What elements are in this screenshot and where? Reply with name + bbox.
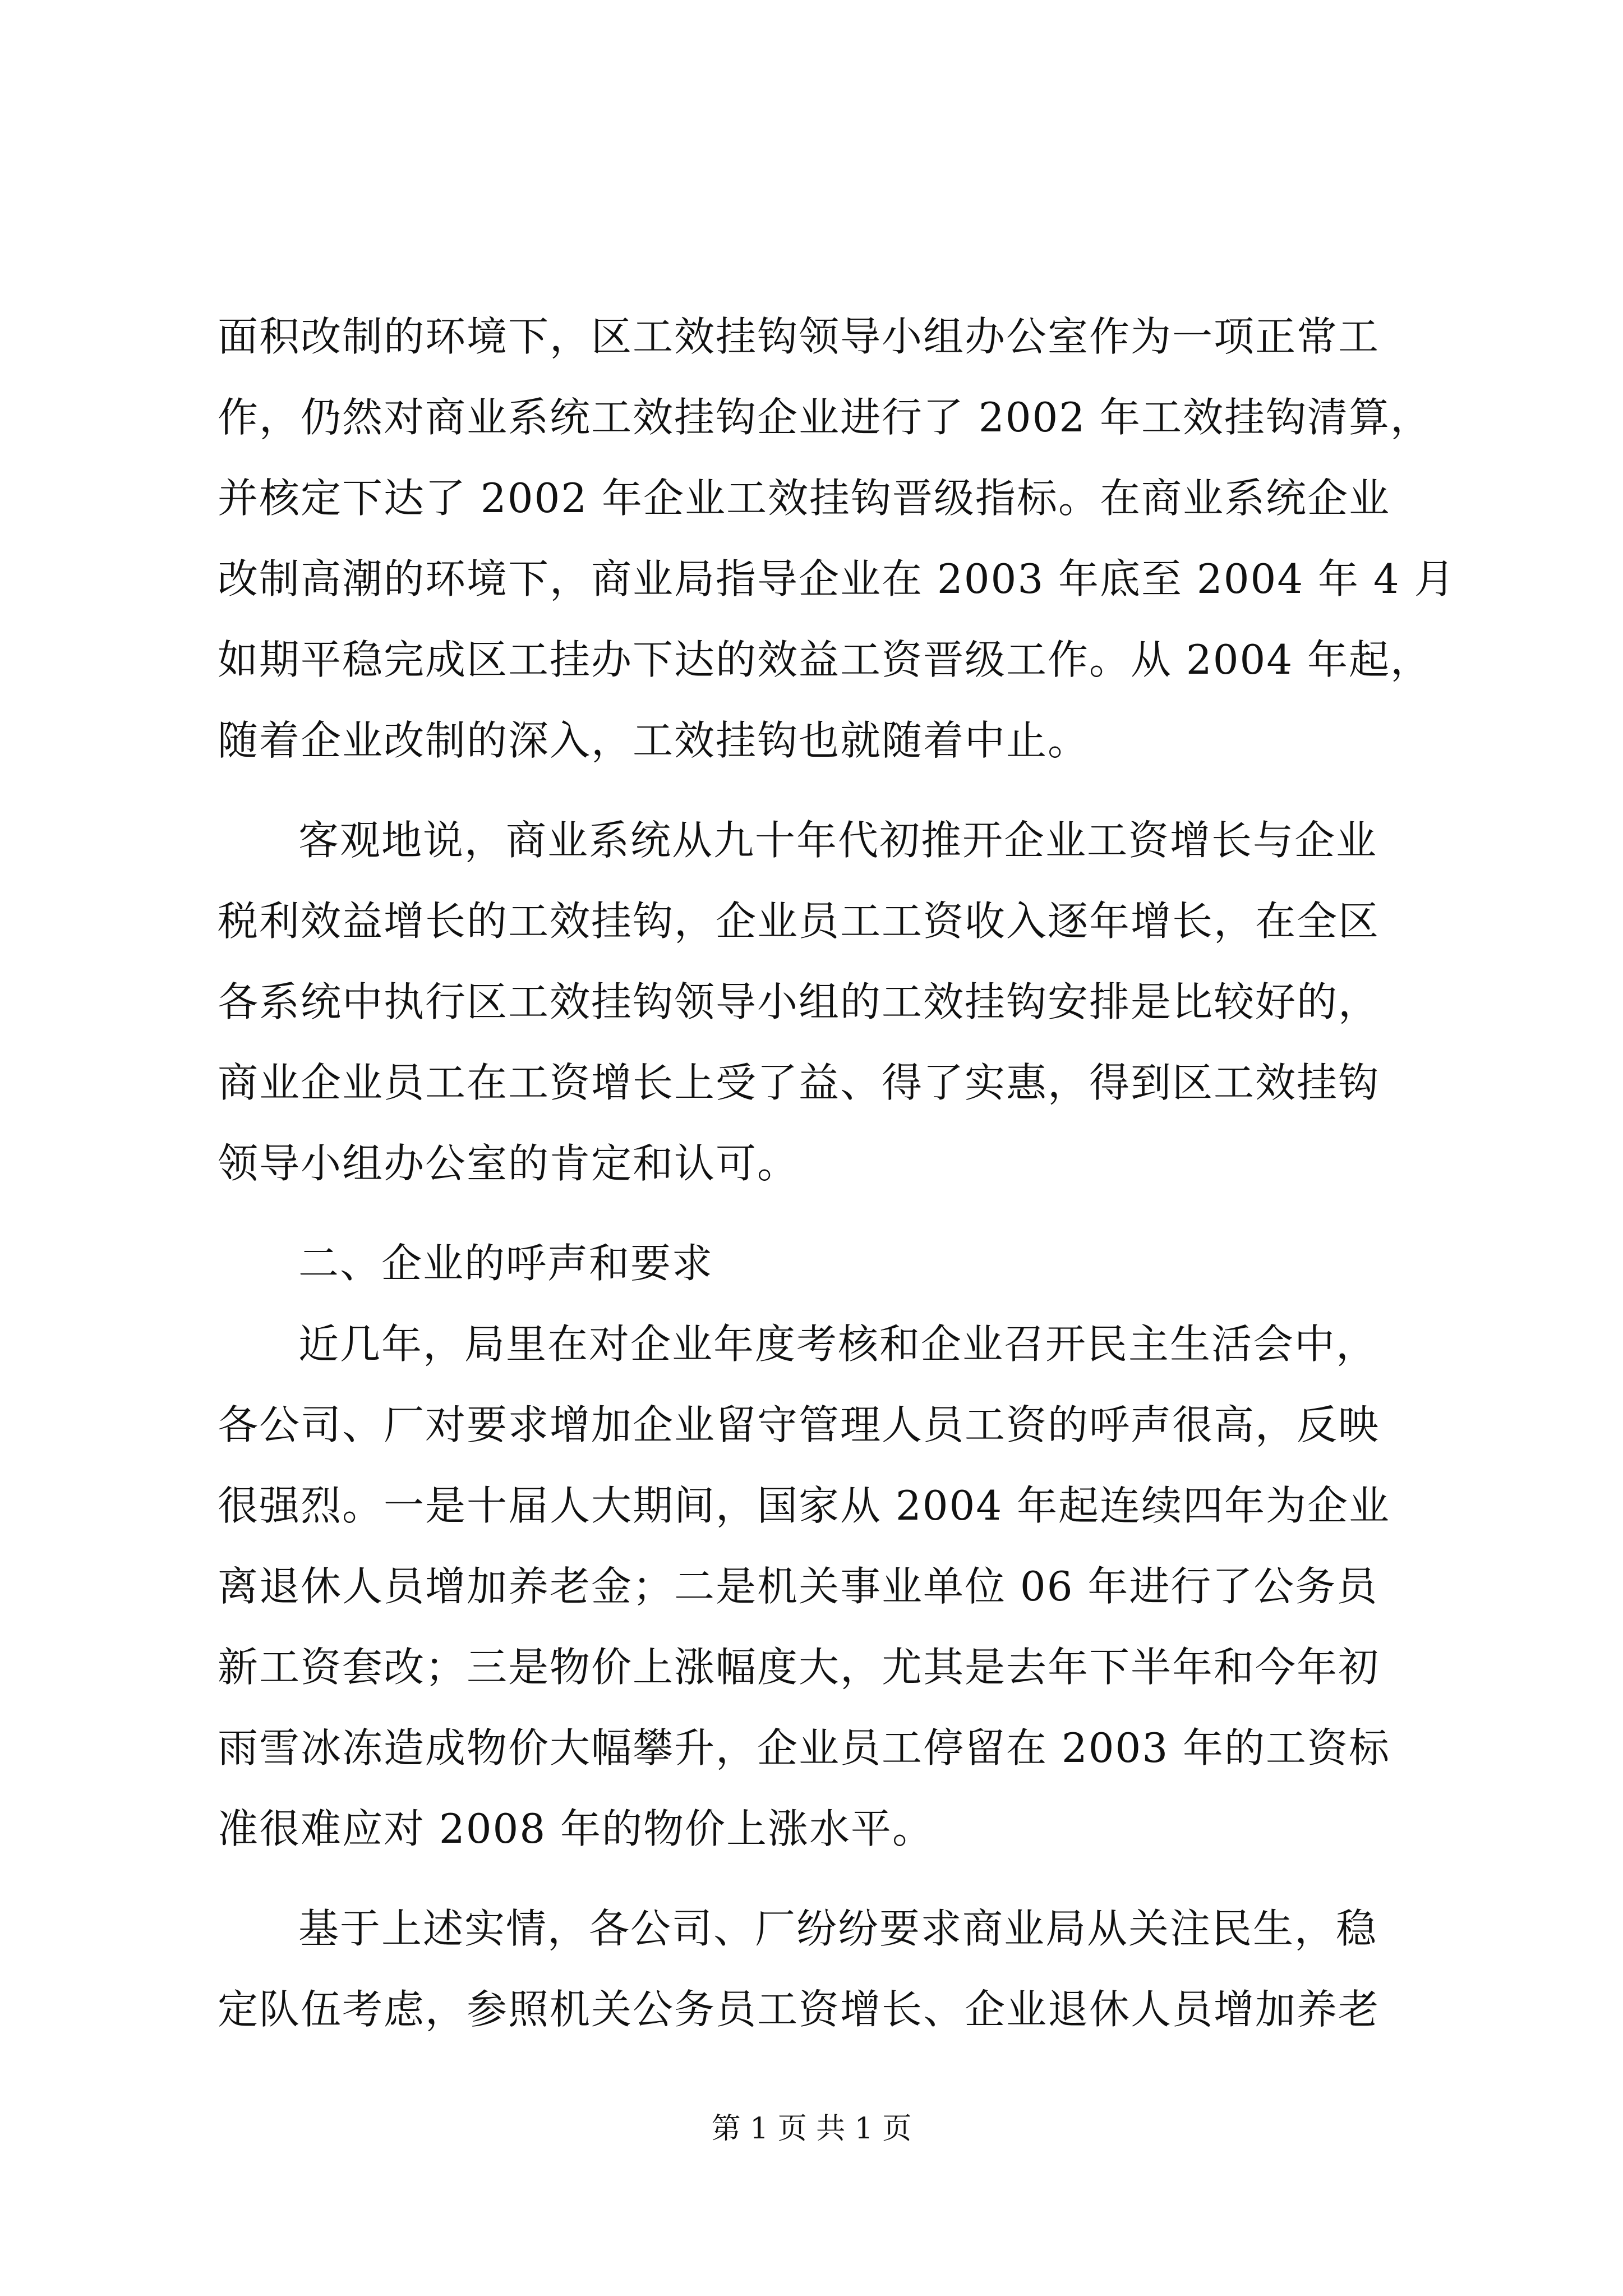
text-line: 定队伍考虑，参照机关公务员工资增长、企业退休人员增加养老: [218, 1986, 1380, 2033]
text-line: 商业企业员工在工资增长上受了益、得了实惠，得到区工效挂钩: [218, 1059, 1380, 1106]
text-line: 改制高潮的环境下，商业局指导企业在 2003 年底至 2004 年 4 月: [218, 555, 1456, 602]
text-line: 各系统中执行区工效挂钩领导小组的工效挂钩安排是比较好的，: [218, 978, 1380, 1025]
text-line: 如期平稳完成区工挂办下达的效益工资晋级工作。从 2004 年起，: [218, 636, 1432, 683]
text-line: 雨雪冰冻造成物价大幅攀升，企业员工停留在 2003 年的工资标: [218, 1724, 1391, 1772]
text-line: 随着企业改制的深入，工效挂钩也就随着中止。: [218, 717, 1090, 764]
text-line: 面积改制的环境下，区工效挂钩领导小组办公室作为一项正常工: [218, 313, 1380, 360]
text-line: 作，仍然对商业系统工效挂钩企业进行了 2002 年工效挂钩清算，: [218, 394, 1432, 441]
paragraph-first-line: 客观地说，商业系统从九十年代初推开企业工资增长与企业: [298, 817, 1378, 864]
text-line: 税利效益增长的工效挂钩，企业员工工资收入逐年增长，在全区: [218, 898, 1380, 945]
text-line: 很强烈。一是十届人大期间，国家从 2004 年起连续四年为企业: [218, 1482, 1391, 1529]
text-line: 准很难应对 2008 年的物价上涨水平。: [218, 1805, 934, 1852]
text-line: 各公司、厂对要求增加企业留守管理人员工资的呼声很高，反映: [218, 1401, 1380, 1448]
section-heading: 二、企业的呼声和要求: [298, 1240, 714, 1287]
text-line: 离退休人员增加养老金；二是机关事业单位 06 年进行了公务员: [218, 1563, 1378, 1610]
text-line: 并核定下达了 2002 年企业工效挂钩晋级指标。在商业系统企业: [218, 475, 1391, 522]
text-line: 领导小组办公室的肯定和认可。: [218, 1140, 799, 1187]
paragraph-first-line: 基于上述实情，各公司、厂纷纷要求商业局从关注民生，稳: [298, 1905, 1378, 1952]
paragraph-first-line: 近几年，局里在对企业年度考核和企业召开民主生活会中，: [298, 1320, 1378, 1368]
document-body: [218, 296, 1456, 2050]
text-line: 新工资套改；三是物价上涨幅度大，尤其是去年下半年和今年初: [218, 1644, 1380, 1691]
page-footer: 第 1 页 共 1 页: [711, 2112, 912, 2146]
